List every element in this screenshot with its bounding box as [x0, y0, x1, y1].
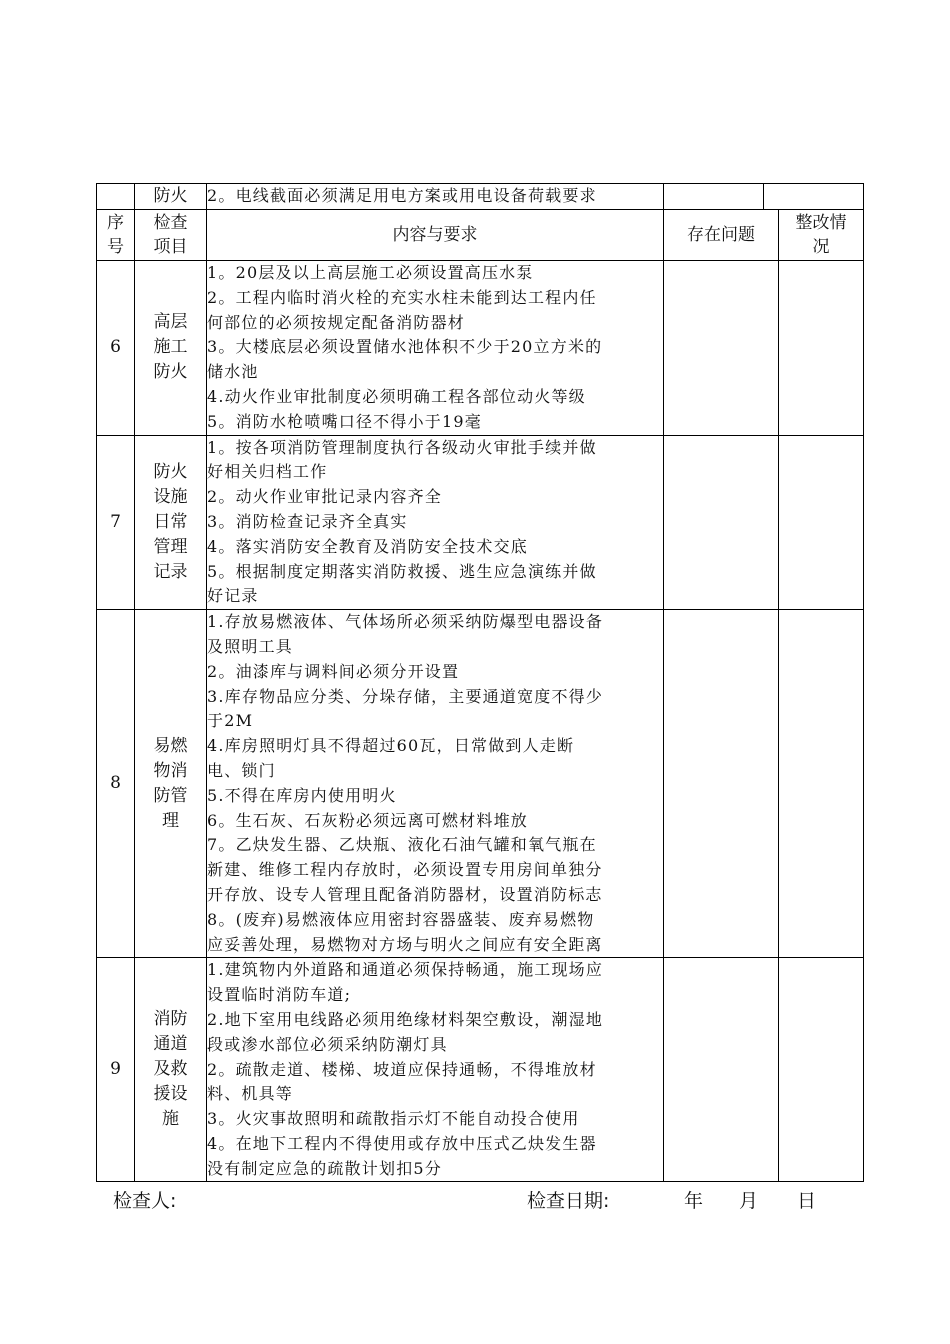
check-item-line: 理: [162, 810, 179, 831]
check-item-line: 援设: [153, 1084, 188, 1105]
continuation-issue-cell: [664, 184, 764, 210]
check-item-line: 物消: [153, 760, 188, 781]
check-item-line: 施: [162, 1109, 179, 1130]
rectify-cell[interactable]: [779, 610, 864, 958]
check-item-line: 防火: [153, 461, 188, 482]
content-line: 电、锁门: [207, 760, 276, 780]
issue-cell[interactable]: [664, 958, 779, 1182]
content-line: 3。大楼底层必须设置储水池体积不少于20立方米的: [207, 337, 603, 357]
check-item-line: 易燃: [153, 735, 188, 756]
continuation-rectify-cell: [764, 184, 864, 210]
content-line: 1.存放易燃液体、气体场所必须采纳防爆型电器设备: [207, 612, 604, 632]
content-line: 应妥善处理，易燃物对方场与明火之间应有安全距离: [207, 934, 603, 954]
issue-cell[interactable]: [664, 261, 779, 436]
content-line: 2。电线截面必须满足用电方案或用电设备荷载要求: [207, 186, 597, 206]
content-line: 1.建筑物内外道路和通道必须保持畅通，施工现场应: [207, 960, 604, 980]
content-line: 开存放、设专人管理且配备消防器材，设置消防标志: [207, 884, 603, 904]
content-line: 1。20层及以上高层施工必须设置高压水泵: [207, 263, 534, 282]
header-row: [97, 210, 864, 261]
check-item-line: 日常: [153, 511, 188, 532]
date-day: 日: [797, 1190, 817, 1212]
row-number: 6: [97, 261, 135, 436]
content-requirements: [207, 610, 664, 958]
check-item: [135, 435, 207, 610]
content-line: 5。根据制度定期落实消防救援、逃生应急演练并做: [207, 561, 597, 581]
content-line: 设置临时消防车道;: [207, 985, 352, 1005]
header-rectify: 整改情 况: [779, 210, 864, 261]
content-line: 没有制定应急的疏散计划扣5分: [207, 1158, 442, 1178]
inspection-date-label: 检查日期:: [527, 1190, 610, 1212]
content-line: 储水池: [207, 362, 259, 382]
content-line: 2。动火作业审批记录内容齐全: [207, 487, 442, 507]
content-line: 3.库存物品应分类、分垛存储，主要通道宽度不得少: [207, 686, 604, 706]
content-line: 及照明工具: [207, 636, 294, 656]
check-item-line: 及救: [153, 1059, 188, 1080]
content-line: 8。(废弃)易燃液体应用密封容器盛装、废弃易燃物: [207, 909, 595, 929]
content-requirements: [207, 261, 664, 436]
content-line: 4.动火作业审批制度必须明确工程各部位动火等级: [207, 386, 586, 406]
row-number: 9: [97, 958, 135, 1182]
check-item-line: 管理: [153, 536, 188, 557]
header-content: 内容与要求: [207, 210, 664, 261]
check-item-line: 防管: [153, 785, 188, 806]
check-item-line: 通道: [153, 1034, 188, 1055]
content-line: 2.地下室用电线路必须用绝缘材料架空敷设，潮湿地: [207, 1009, 604, 1029]
check-item-line: 高层: [153, 312, 188, 333]
inspection-row: [97, 958, 864, 1182]
continuation-item-cell: 防火: [135, 184, 207, 210]
content-line: 2。疏散走道、楼梯、坡道应保持通畅，不得堆放材: [207, 1059, 597, 1079]
issue-cell[interactable]: [664, 610, 779, 958]
content-requirements: [207, 435, 664, 610]
check-item: [135, 610, 207, 958]
content-line: 好记录: [207, 586, 259, 606]
content-line: 何部位的必须按规定配备消防器材: [207, 312, 466, 332]
content-line: 6。生石灰、石灰粉必须远离可燃材料堆放: [207, 810, 528, 830]
continuation-content-cell: [207, 184, 664, 210]
row-number: 8: [97, 610, 135, 958]
continuation-row: [97, 184, 864, 210]
content-line: 2。油漆库与调料间必须分开设置: [207, 661, 460, 681]
rectify-cell[interactable]: [779, 958, 864, 1182]
content-line: 于2M: [207, 711, 254, 731]
content-line: 4。落实消防安全教育及消防安全技术交底: [207, 536, 528, 556]
check-item: [135, 261, 207, 436]
content-line: 3。消防检查记录齐全真实: [207, 511, 408, 531]
rectify-cell[interactable]: [779, 435, 864, 610]
inspection-row: [97, 435, 864, 610]
content-requirements: [207, 958, 664, 1182]
content-line: 3。火灾事故照明和疏散指示灯不能自动投合使用: [207, 1109, 580, 1129]
content-line: 4。在地下工程内不得使用或存放中压式乙炔发生器: [207, 1133, 597, 1153]
inspection-table: [96, 183, 864, 1182]
content-line: 1。按各项消防管理制度执行各级动火审批手续并做: [207, 437, 597, 457]
inspection-row: [97, 610, 864, 958]
date-year: 年: [684, 1190, 704, 1212]
date-month: 月: [739, 1190, 759, 1212]
row-number: 7: [97, 435, 135, 610]
header-item: 检查 项目: [135, 210, 207, 261]
signature-footer: [0, 1184, 950, 1214]
content-line: 4.库房照明灯具不得超过60瓦，日常做到人走断: [207, 736, 575, 756]
content-line: 5。消防水枪喷嘴口径不得小于19毫: [207, 411, 482, 431]
content-line: 新建、维修工程内存放时，必须设置专用房间单独分: [207, 860, 603, 880]
continuation-num-cell: [97, 184, 135, 210]
content-line: 好相关归档工作: [207, 462, 328, 482]
check-item-line: 消防: [153, 1009, 188, 1030]
header-issue: 存在问题: [664, 210, 779, 261]
check-item-line: 记录: [153, 561, 188, 582]
content-line: 段或渗水部位必须采纳防潮灯具: [207, 1034, 448, 1054]
check-item-line: 施工: [153, 337, 188, 358]
content-line: 7。乙炔发生器、乙炔瓶、液化石油气罐和氧气瓶在: [207, 835, 597, 855]
rectify-cell[interactable]: [779, 261, 864, 436]
issue-cell[interactable]: [664, 435, 779, 610]
check-item-line: 防火: [153, 362, 188, 383]
content-line: 2。工程内临时消火栓的充实水柱未能到达工程内任: [207, 287, 597, 307]
content-line: 5.不得在库房内使用明火: [207, 785, 397, 805]
check-item-line: 设施: [153, 486, 188, 507]
inspection-row: [97, 261, 864, 436]
check-item: [135, 958, 207, 1182]
header-num: 序 号: [97, 210, 135, 261]
content-line: 料、机具等: [207, 1084, 294, 1104]
inspector-label: 检查人:: [113, 1190, 177, 1212]
